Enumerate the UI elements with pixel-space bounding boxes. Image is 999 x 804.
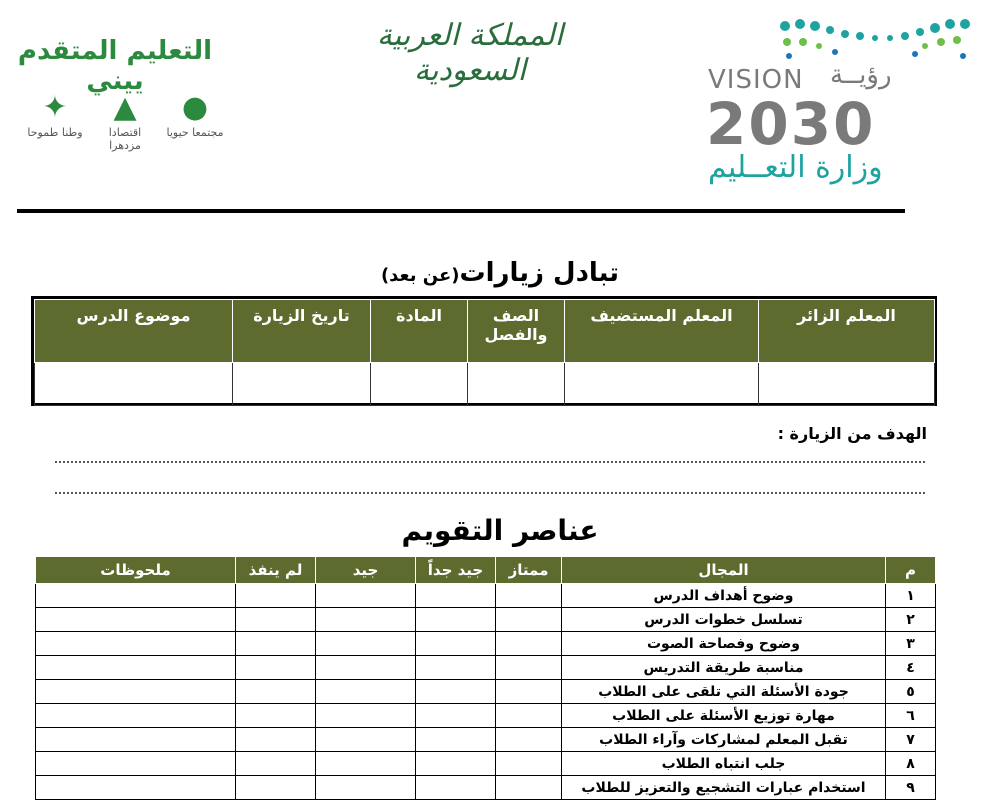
visit-col-subject: المادة <box>371 300 468 363</box>
row-num: ٩ <box>886 776 936 800</box>
visit-cell-class[interactable] <box>468 363 565 406</box>
nation-icon: ✦ <box>42 90 68 125</box>
cell-good[interactable] <box>316 656 416 680</box>
visit-table <box>34 299 935 406</box>
cell-excellent[interactable] <box>496 656 562 680</box>
cell-very-good[interactable] <box>416 632 496 656</box>
cell-excellent[interactable] <box>496 704 562 728</box>
vision-year: 2030 <box>706 90 876 158</box>
table-row <box>36 776 936 800</box>
vision-arabic: رؤيــة <box>830 60 892 90</box>
cell-excellent[interactable] <box>496 680 562 704</box>
table-row <box>36 656 936 680</box>
table-row <box>36 608 936 632</box>
cell-good[interactable] <box>316 776 416 800</box>
ministry-name: وزارة التعــليم <box>708 150 883 185</box>
community-icon: ● <box>181 90 209 125</box>
vision-word: VISION <box>708 65 804 95</box>
cell-notes[interactable] <box>36 752 236 776</box>
cell-notes[interactable] <box>36 584 236 608</box>
goal-label: الهدف من الزيارة : <box>777 424 927 443</box>
goal-line-1[interactable] <box>55 461 925 463</box>
cell-notes[interactable] <box>36 632 236 656</box>
visit-section-title <box>300 258 700 288</box>
evaluation-header-row <box>36 557 936 584</box>
visit-col-host: المعلم المستضيف <box>565 300 759 363</box>
cell-notes[interactable] <box>36 680 236 704</box>
cell-very-good[interactable] <box>416 752 496 776</box>
eval-col-field: المجال <box>562 557 886 584</box>
kingdom-title: المملكة العربية السعودية <box>376 18 564 88</box>
row-field: جلب انتباه الطلاب <box>562 752 886 776</box>
visit-entry-row <box>35 363 935 406</box>
cell-very-good[interactable] <box>416 704 496 728</box>
cell-excellent[interactable] <box>496 584 562 608</box>
cell-not-done[interactable] <box>236 608 316 632</box>
cell-very-good[interactable] <box>416 776 496 800</box>
row-field: مهارة توزيع الأسئلة على الطلاب <box>562 704 886 728</box>
eval-col-not-done: لم ينفذ <box>236 557 316 584</box>
cell-very-good[interactable] <box>416 608 496 632</box>
row-field: جودة الأسئلة التي تلقى على الطلاب <box>562 680 886 704</box>
header-divider <box>17 209 905 213</box>
evaluation-title: عناصر التقويم <box>401 514 599 547</box>
cell-not-done[interactable] <box>236 752 316 776</box>
row-num: ٤ <box>886 656 936 680</box>
cell-excellent[interactable] <box>496 608 562 632</box>
cell-not-done[interactable] <box>236 584 316 608</box>
cell-notes[interactable] <box>36 656 236 680</box>
cell-good[interactable] <box>316 704 416 728</box>
cell-good[interactable] <box>316 728 416 752</box>
program-icons <box>25 90 225 152</box>
evaluation-table <box>35 556 936 800</box>
cell-good[interactable] <box>316 608 416 632</box>
cell-not-done[interactable] <box>236 776 316 800</box>
cell-excellent[interactable] <box>496 728 562 752</box>
program-icon-label: اقتصادا مزدهرا <box>108 126 142 152</box>
cell-notes[interactable] <box>36 704 236 728</box>
cell-good[interactable] <box>316 584 416 608</box>
row-num: ١ <box>886 584 936 608</box>
program-icon-item <box>165 90 225 152</box>
eval-col-excellent: ممتاز <box>496 557 562 584</box>
visit-col-visitor: المعلم الزائر <box>759 300 935 363</box>
row-field: استخدام عبارات التشجيع والتعزيز للطلاب <box>562 776 886 800</box>
vision-2030-logo <box>700 10 990 195</box>
table-row <box>36 752 936 776</box>
eval-col-num: م <box>886 557 936 584</box>
row-field: تقبل المعلم لمشاركات وآراء الطلاب <box>562 728 886 752</box>
vision-dots-icon <box>775 16 975 66</box>
cell-very-good[interactable] <box>416 656 496 680</box>
cell-notes[interactable] <box>36 728 236 752</box>
visit-title-main: تبادل زيارات <box>459 258 620 288</box>
program-icon-item <box>95 90 155 152</box>
table-row <box>36 704 936 728</box>
table-row <box>36 680 936 704</box>
row-field: مناسبة طريقة التدريس <box>562 656 886 680</box>
cell-excellent[interactable] <box>496 776 562 800</box>
eval-col-good: جيد <box>316 557 416 584</box>
cell-notes[interactable] <box>36 776 236 800</box>
program-icon-label: وطنا طموحا <box>27 126 83 139</box>
cell-excellent[interactable] <box>496 632 562 656</box>
visit-col-topic: موضوع الدرس <box>35 300 233 363</box>
row-num: ٦ <box>886 704 936 728</box>
cell-notes[interactable] <box>36 608 236 632</box>
cell-very-good[interactable] <box>416 680 496 704</box>
cell-good[interactable] <box>316 680 416 704</box>
row-num: ٥ <box>886 680 936 704</box>
economy-icon: ▲ <box>113 90 137 125</box>
program-logo <box>10 30 230 170</box>
row-num: ٨ <box>886 752 936 776</box>
cell-good[interactable] <box>316 752 416 776</box>
program-icon-item <box>25 90 85 152</box>
row-num: ٢ <box>886 608 936 632</box>
table-row <box>36 728 936 752</box>
cell-excellent[interactable] <box>496 752 562 776</box>
cell-not-done[interactable] <box>236 728 316 752</box>
cell-not-done[interactable] <box>236 656 316 680</box>
visit-cell-date[interactable] <box>233 363 371 406</box>
visit-cell-topic[interactable] <box>35 363 233 406</box>
visit-table-frame <box>31 296 937 406</box>
visit-col-class: الصف والفصل <box>468 300 565 363</box>
cell-not-done[interactable] <box>236 680 316 704</box>
visit-header-row <box>35 300 935 363</box>
cell-very-good[interactable] <box>416 728 496 752</box>
row-field: وضوح وفصاحة الصوت <box>562 632 886 656</box>
table-row <box>36 584 936 608</box>
visit-cell-visitor[interactable] <box>759 363 935 406</box>
cell-not-done[interactable] <box>236 632 316 656</box>
row-field: تسلسل خطوات الدرس <box>562 608 886 632</box>
visit-col-date: تاريخ الزيارة <box>233 300 371 363</box>
cell-very-good[interactable] <box>416 584 496 608</box>
cell-not-done[interactable] <box>236 704 316 728</box>
row-field: وضوح أهداف الدرس <box>562 584 886 608</box>
eval-col-notes: ملحوظات <box>36 557 236 584</box>
cell-good[interactable] <box>316 632 416 656</box>
visit-cell-host[interactable] <box>565 363 759 406</box>
program-title: التعليم المتقدم ييني <box>17 36 213 96</box>
table-row <box>36 632 936 656</box>
goal-line-2[interactable] <box>55 492 925 494</box>
row-num: ٣ <box>886 632 936 656</box>
evaluation-table-frame <box>35 556 935 800</box>
program-icon-label: مجتمعا حيويا <box>166 126 224 139</box>
visit-title-suffix: (عن بعد) <box>380 265 460 286</box>
eval-col-very-good: جيد جداً <box>416 557 496 584</box>
row-num: ٧ <box>886 728 936 752</box>
visit-cell-subject[interactable] <box>371 363 468 406</box>
